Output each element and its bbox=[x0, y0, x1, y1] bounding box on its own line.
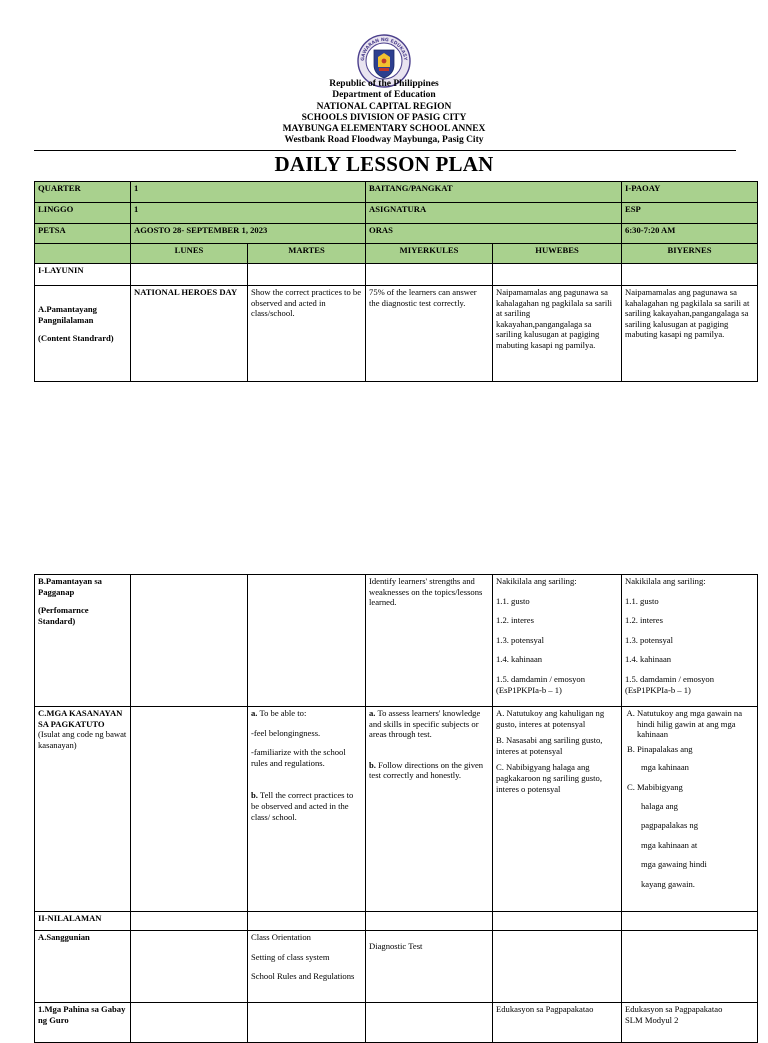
day-header: MIYERKULES bbox=[366, 244, 493, 264]
objective-b bbox=[251, 790, 362, 822]
list-item: A. Natutukoy ang mga gawain na hindi hilig gawin at ang mga kahinaan bbox=[637, 708, 754, 740]
header-line: Westbank Road Floodway Maybunga, Pasig City bbox=[284, 135, 484, 146]
info-row-date bbox=[35, 224, 758, 244]
document-title: DAILY LESSON PLAN bbox=[274, 152, 494, 176]
list-item: C. Nabibigyang halaga ang pagkakaroon ng sariling gusto, interes o potensyal bbox=[496, 762, 602, 794]
header-line: SCHOOLS DIVISION OF PASIG CITY bbox=[301, 112, 467, 123]
list-item: A. Natutukoy ang kahuligan ng gusto, interes at potensyal bbox=[496, 708, 605, 729]
cell-miyerkules: 75% of the learners can answer the diagnostic test correctly. bbox=[366, 286, 493, 382]
info-row-week bbox=[35, 203, 758, 224]
list-item: 1.4. kahinaan bbox=[496, 654, 543, 665]
competency-list bbox=[625, 708, 754, 754]
cell-biyernes bbox=[622, 575, 758, 707]
cell-biyernes: Naipamamalas ang pagunawa sa kahalagahan ng pagkilala sa sarili at sariling kakayahan,pangangalaga sa sariling kalusugan at pagiging mabuting kasapi ng pamilya. bbox=[622, 286, 758, 382]
info-row-quarter bbox=[35, 182, 758, 203]
section-row-layunin bbox=[35, 264, 758, 286]
objective-text: To be able to: bbox=[257, 708, 307, 718]
list-item: mga kahinaan at bbox=[641, 839, 698, 850]
grade-label: BAITANG/PANGKAT bbox=[366, 182, 622, 203]
content-standard-row bbox=[35, 286, 758, 382]
time-label: ORAS bbox=[366, 224, 622, 244]
objective-letter: a. bbox=[369, 708, 376, 718]
objective-a bbox=[369, 708, 489, 740]
list-item: C. Mabibigyang bbox=[637, 782, 754, 793]
list-item: 1.5. damdamin / emosyon (EsP1PKPIa-b – 1) bbox=[625, 673, 715, 695]
objective-text: Tell the correct practices to be observed and acted in the class/ school. bbox=[251, 790, 354, 822]
row-label bbox=[35, 707, 131, 912]
row-label: 1.Mga Pahina sa Gabay ng Guro bbox=[35, 1003, 131, 1043]
list-item: pagpapalakas ng bbox=[641, 820, 699, 831]
day-header-blank bbox=[35, 244, 131, 264]
teacher-guide-pages-row bbox=[35, 1003, 758, 1043]
date-label: PETSA bbox=[35, 224, 131, 244]
list-item: 1.3. potensyal bbox=[496, 634, 544, 645]
list-item: 1.1. gusto bbox=[496, 595, 530, 606]
list-continuation bbox=[625, 801, 754, 890]
quarter-label: QUARTER bbox=[35, 182, 131, 203]
header-line: Republic of the Philippines bbox=[329, 79, 439, 89]
list-item: SLM Modyul 2 bbox=[625, 1014, 679, 1025]
competencies-row bbox=[35, 707, 758, 912]
list-item: 1.1. gusto bbox=[625, 595, 659, 606]
list-item: -familiarize with the school rules and regulations. bbox=[251, 747, 346, 768]
list-item: mga gawaing hindi bbox=[641, 859, 707, 870]
cell-miyerkules bbox=[366, 707, 493, 912]
objective-b bbox=[369, 760, 489, 781]
list-item: B. Nasasabi ang sariling gusto, interes at potensyal bbox=[496, 735, 603, 756]
cell-martes bbox=[248, 931, 366, 1003]
list-item: 1.3. potensyal bbox=[625, 634, 673, 645]
list-item: mga kahinaan bbox=[641, 762, 689, 773]
row-label-sub: (Isulat ang code ng bawat kasanayan) bbox=[38, 729, 127, 750]
row-label-sub: (Perfomarnce Standard) bbox=[38, 605, 89, 626]
school-header bbox=[0, 79, 768, 147]
day-header: BIYERNES bbox=[622, 244, 758, 264]
lesson-plan-table-bottom bbox=[34, 574, 758, 1043]
competency-list bbox=[625, 782, 754, 793]
sanggunian-row bbox=[35, 931, 758, 1003]
section-row-nilalaman bbox=[35, 912, 758, 931]
cell-miyerkules: Diagnostic Test bbox=[366, 931, 493, 1003]
objective-letter: b. bbox=[369, 759, 376, 770]
cell-huwebes bbox=[493, 707, 622, 912]
objective-text: Follow directions on the given test correctly and honestly. bbox=[369, 759, 484, 781]
objective-letter: b. bbox=[251, 790, 258, 801]
subject-value: ESP bbox=[622, 203, 758, 224]
subject-label: ASIGNATURA bbox=[366, 203, 622, 224]
row-label bbox=[35, 286, 131, 382]
cell-huwebes: Edukasyon sa Pagpapakatao bbox=[493, 1003, 622, 1043]
section-label: II-NILALAMAN bbox=[35, 912, 131, 931]
objective-a bbox=[251, 708, 362, 719]
row-label-main: A.Pamantayang Pangnilalaman bbox=[38, 304, 97, 325]
list-item: B. Pinapalakas ang bbox=[637, 744, 754, 755]
list-item: -feel belongingness. bbox=[251, 727, 321, 738]
day-header: MARTES bbox=[248, 244, 366, 264]
list-item: kayang gawain. bbox=[641, 878, 695, 889]
quarter-value: 1 bbox=[131, 182, 366, 203]
list-item: Nakikilala ang sariling: bbox=[625, 576, 706, 586]
grade-value: I-PAOAY bbox=[622, 182, 758, 203]
list-item: Class Orientation bbox=[251, 932, 311, 942]
header-line: MAYBUNGA ELEMENTARY SCHOOL ANNEX bbox=[282, 124, 486, 135]
cell-huwebes bbox=[493, 575, 622, 707]
header-line: Department of Education bbox=[332, 90, 436, 101]
section-label: I-LAYUNIN bbox=[35, 264, 131, 286]
cell-huwebes: Naipamamalas ang pagunawa sa kahalagahan ng pagkilala sa sarili at sariling kakayahan,pangangalaga sa sariling kalusugan at pagiging mabuting kasapi ng pamilya. bbox=[493, 286, 622, 382]
list-item: Setting of class system bbox=[251, 951, 330, 962]
date-value: AGOSTO 28- SEPTEMBER 1, 2023 bbox=[131, 224, 366, 244]
day-header: LUNES bbox=[131, 244, 248, 264]
week-value: 1 bbox=[131, 203, 366, 224]
row-label: A.Sanggunian bbox=[35, 931, 131, 1003]
cell-martes bbox=[248, 707, 366, 912]
cell-miyerkules: Identify learners' strengths and weaknesses on the topics/lessons learned. bbox=[366, 575, 493, 707]
list-item: 1.5. damdamin / emosyon (EsP1PKPIa-b – 1) bbox=[496, 673, 586, 695]
cell-martes: Show the correct practices to be observed and acted in class/school. bbox=[248, 286, 366, 382]
cell-biyernes bbox=[622, 707, 758, 912]
row-label-sub: (Content Standrard) bbox=[38, 333, 114, 344]
row-label bbox=[35, 575, 131, 707]
list-item: halaga ang bbox=[641, 800, 678, 811]
list-item: Edukasyon sa Pagpapakatao bbox=[625, 1004, 723, 1014]
objective-text: To assess learners' knowledge and skills in specific subjects or areas through test. bbox=[369, 708, 481, 740]
day-header: HUWEBES bbox=[493, 244, 622, 264]
time-value: 6:30-7:20 AM bbox=[622, 224, 758, 244]
week-label: LINGGO bbox=[35, 203, 131, 224]
header-line: NATIONAL CAPITAL REGION bbox=[316, 101, 452, 112]
objective-letter: a. bbox=[251, 708, 258, 718]
list-item: Nakikilala ang sariling: bbox=[496, 576, 577, 586]
svg-text:KAGAWARAN NG EDUKASYON: GAWARAN NG EDUKASY bbox=[360, 37, 408, 62]
list-item: 1.2. interes bbox=[625, 615, 663, 626]
cell-biyernes bbox=[622, 1003, 758, 1043]
list-item: 1.2. interes bbox=[496, 615, 534, 626]
day-header-row bbox=[35, 244, 758, 264]
list-item: School Rules and Regulations bbox=[251, 971, 355, 982]
list-item: 1.4. kahinaan bbox=[625, 654, 672, 665]
list-continuation bbox=[625, 762, 754, 773]
lesson-plan-table-top bbox=[34, 181, 758, 382]
row-label-main: B.Pamantayan sa Pagganap bbox=[38, 576, 102, 597]
cell-lunes: NATIONAL HEROES DAY bbox=[131, 286, 248, 382]
performance-standard-row bbox=[35, 575, 758, 707]
row-label-main: C.MGA KASANAYAN SA PAGKATUTO bbox=[38, 708, 123, 729]
